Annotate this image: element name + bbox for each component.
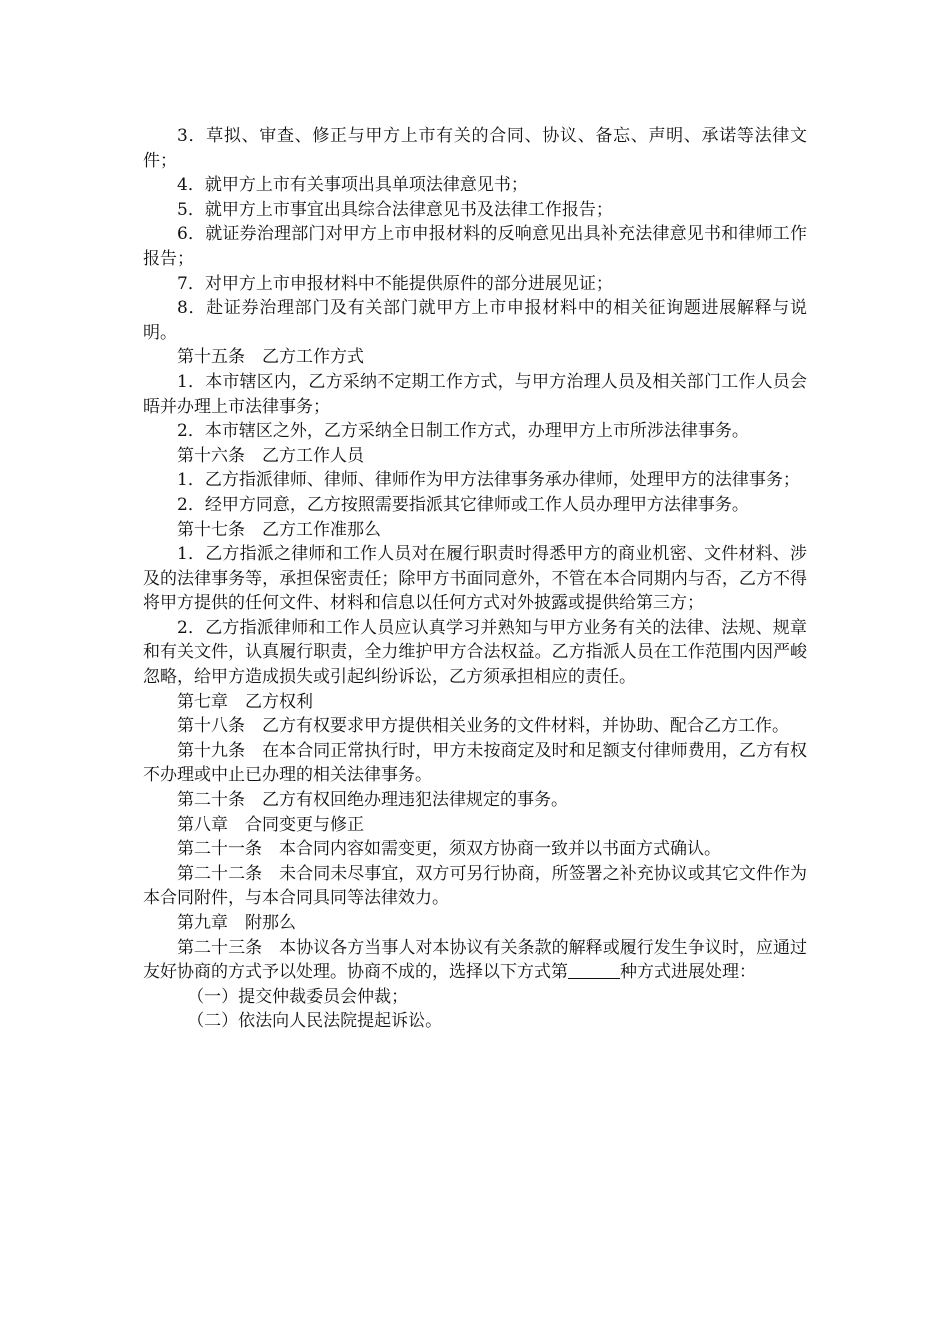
chapter-7-heading: 第七章 乙方权利 <box>177 691 313 712</box>
article-23 <box>143 936 807 985</box>
clause-4: 4．就甲方上市有关事项出具单项法律意见书； <box>177 175 528 196</box>
article-17-item-1: 1．乙方指派之律师和工作人员对在履行职责时得悉甲方的商业机密、文件材料、涉及的法律事务等，承担保密责任；除甲方书面同意外，不管在本合同期内与否，乙方不得将甲方提供的任何文件、材料和信息以任何方式对外披露或提供给第三方； <box>143 544 807 614</box>
clause-5: 5．就甲方上市事宜出具综合法律意见书及法律工作报告； <box>177 199 613 220</box>
article-20: 第二十条 乙方有权回绝办理违犯法律规定的事务。 <box>177 790 568 811</box>
article-15-item-2: 2．本市辖区之外，乙方采纳全日制工作方式，办理甲方上市所涉法律事务。 <box>177 421 749 442</box>
article-22: 第二十二条 未合同未尽事宜，双方可另行协商，所签署之补充协议或其它文件作为本合同附件，与本合同具同等法律效力。 <box>143 863 807 909</box>
article-23-text-before: 第二十三条 本协议各方当事人对本协议有关条款的解释或履行发生争议时，应通过友好协商的方式予以处理。协商不成的，选择以下方式第 <box>143 937 807 983</box>
article-15-heading: 第十五条 乙方工作方式 <box>177 347 364 368</box>
clause-7: 7．对甲方上市申报材料中不能提供原件的部分进展见证； <box>177 273 613 294</box>
option-litigation: （二）依法向人民法院提起诉讼。 <box>187 1011 443 1032</box>
article-16-item-2: 2．经甲方同意，乙方按照需要指派其它律师或工作人员办理甲方法律事务。 <box>177 494 749 515</box>
article-23-text-after: 种方式进展处理： <box>620 962 756 983</box>
chapter-9-heading: 第九章 附那么 <box>177 913 296 933</box>
article-16-item-1: 1．乙方指派律师、律师、律师作为甲方法律事务承办律师，处理甲方的法律事务； <box>177 470 800 491</box>
article-17-heading: 第十七条 乙方工作准那么 <box>177 519 381 540</box>
article-18: 第十八条 乙方有权要求甲方提供相关业务的文件材料，并协助、配合乙方工作。 <box>177 716 789 737</box>
article-21: 第二十一条 本合同内容如需变更，须双方协商一致并以书面方式确认。 <box>177 839 721 860</box>
option-arbitration: （一）提交仲裁委员会仲裁； <box>187 986 409 1007</box>
clause-3: 3．草拟、审查、修正与甲方上市有关的合同、协议、备忘、声明、承诺等法律文件； <box>143 126 807 171</box>
article-17-item-2: 2．乙方指派律师和工作人员应认真学习并熟知与甲方业务有关的法律、法规、规章和有关文件，认真履行职责，全力维护甲方合法权益。乙方指派人员在工作范围内因严峻忽略，给甲方造成损失或引起纠纷诉讼，乙方须承担相应的责任。 <box>143 617 807 688</box>
chapter-8-heading: 第八章 合同变更与修正 <box>177 814 364 835</box>
clause-8: 8．赴证券治理部门及有关部门就甲方上市申报材料中的相关征询题进展解释与说明。 <box>143 298 807 343</box>
clause-6: 6．就证券治理部门对甲方上市申报材料的反响意见出具补充法律意见书和律师工作报告； <box>143 224 807 269</box>
article-15-item-1: 1．本市辖区内，乙方采纳不定期工作方式，与甲方治理人员及相关部门工作人员会晤并办理上市法律事务； <box>143 371 807 417</box>
article-19: 第十九条 在本合同正常执行时，甲方未按商定及时和足额支付律师费用，乙方有权不办理或中止已办理的相关法律事务。 <box>143 740 807 786</box>
fill-in-blank[interactable] <box>568 962 620 979</box>
contract-body <box>143 124 807 1034</box>
article-16-heading: 第十六条 乙方工作人员 <box>177 445 364 466</box>
